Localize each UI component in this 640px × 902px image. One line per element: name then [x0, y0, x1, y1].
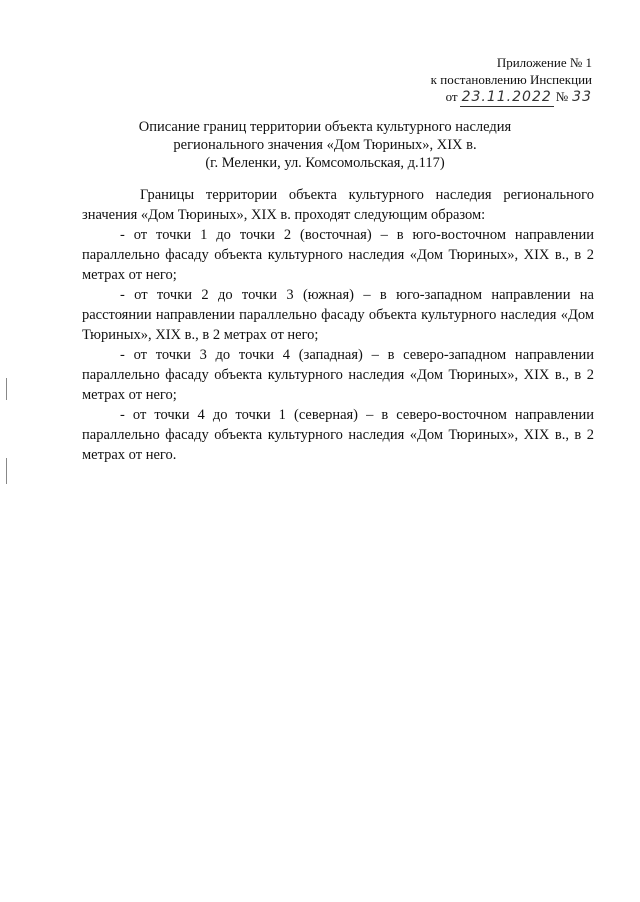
- appendix-header: [431, 54, 592, 107]
- title-line-2: регионального значения «Дом Тюриных», XIX в.: [173, 137, 477, 153]
- boundary-item-4: - от точки 4 до точки 1 (северная) – в северо-восточном направлении параллельно фасаду объекта культурного наследия «Дом Тюриных», XIX в., в 2 метрах от него.: [82, 407, 594, 463]
- boundary-item-3: - от точки 3 до точки 4 (западная) – в северо-западном направлении параллельно фасаду объекта культурного наследия «Дом Тюриных», XIX в., в 2 метрах от него;: [82, 347, 594, 403]
- intro-paragraph: Границы территории объекта культурного наследия регионального значения «Дом Тюриных», XIX в. проходят следующим образом:: [82, 187, 594, 223]
- document-body: [82, 185, 594, 465]
- document-title: [90, 118, 560, 172]
- title-line-1: Описание границ территории объекта культурного наследия: [138, 119, 512, 135]
- scan-margin-mark: [6, 458, 7, 484]
- appendix-date-line: [431, 88, 592, 107]
- title-line-3: (г. Меленки, ул. Комсомольская, д.117): [205, 155, 445, 171]
- boundary-item-2: - от точки 2 до точки 3 (южная) – в юго-западном направлении на расстоянии направлении параллельно фасаду объекта культурного наследия «Дом Тюриных», XIX в., в 2 метрах от него;: [82, 287, 594, 343]
- handwritten-number: 33: [572, 89, 592, 105]
- date-prefix: от: [445, 89, 458, 104]
- appendix-title: Приложение № 1: [496, 55, 592, 70]
- appendix-reference: к постановлению Инспекции: [430, 72, 592, 87]
- boundary-item-1: - от точки 1 до точки 2 (восточная) – в юго-восточном направлении параллельно фасаду объекта культурного наследия «Дом Тюриных», XIX в., в 2 метрах от него;: [82, 227, 594, 283]
- handwritten-date: 23.11.2022: [461, 89, 552, 105]
- number-sign: №: [555, 89, 569, 104]
- scan-margin-mark: [6, 378, 7, 400]
